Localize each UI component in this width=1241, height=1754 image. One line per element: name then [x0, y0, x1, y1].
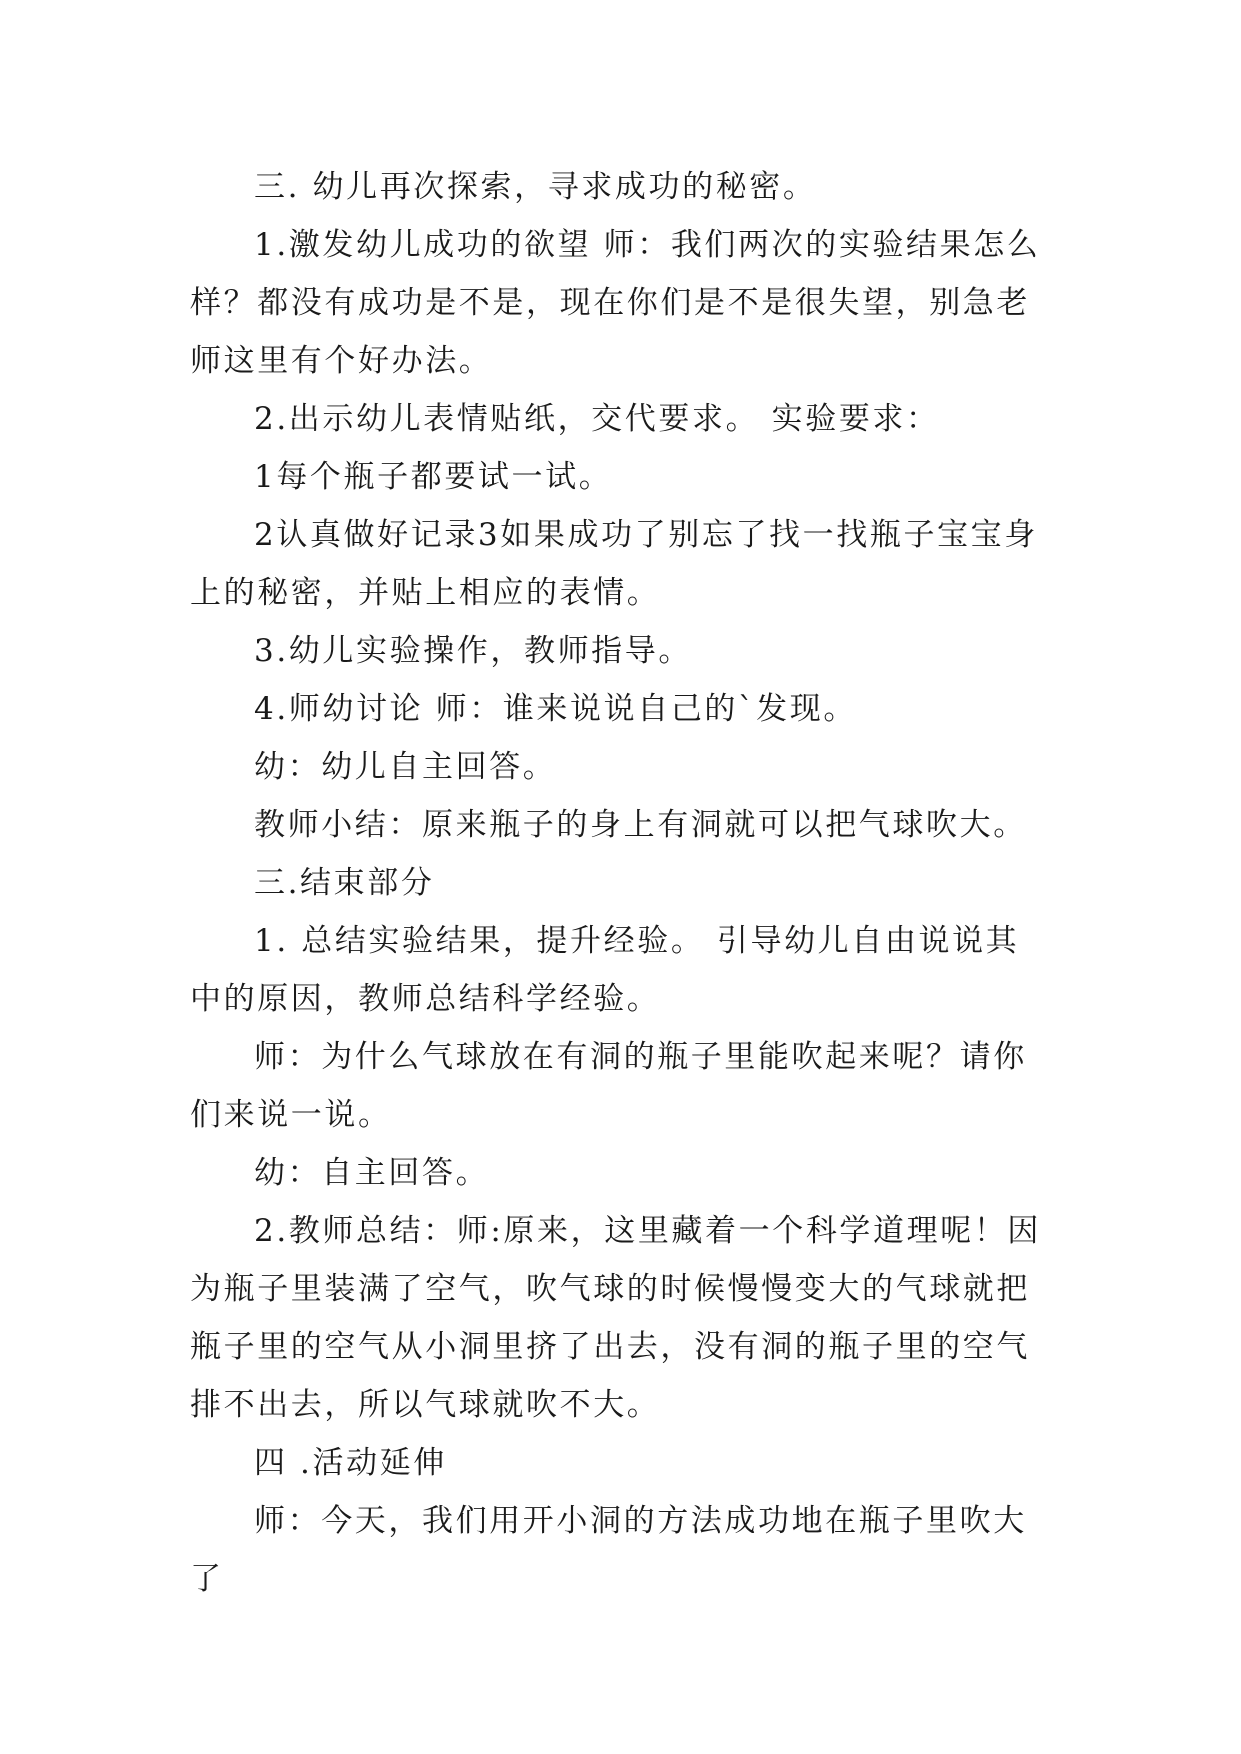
section-heading-explore-again: 三. 幼儿再次探索，寻求成功的秘密。	[254, 169, 817, 205]
paragraph-teacher-question: 师：为什么气球放在有洞的瓶子里能吹起来呢？请你们来说一说。	[190, 1039, 1027, 1133]
paragraph-child-answer: 幼：幼儿自主回答。	[254, 749, 557, 785]
paragraph-step-1-motivate: 1.激发幼儿成功的欲望 师：我们两次的实验结果怎么样？都没有成功是不是，现在你们是不是很失望，别急老师这里有个好办法。	[190, 227, 1041, 379]
section-heading-extension: 四 .活动延伸	[254, 1445, 447, 1481]
paragraph-ending-step-1: 1. 总结实验结果，提升经验。 引导幼儿自由说说其中的原因，教师总结科学经验。	[190, 923, 1020, 1017]
paragraph-teacher-summary: 教师小结：原来瓶子的身上有洞就可以把气球吹大。	[254, 807, 1027, 843]
paragraph-child-self-answer: 幼：自主回答。	[254, 1155, 490, 1191]
paragraph-step-2-stickers: 2.出示幼儿表情贴纸，交代要求。 实验要求：	[254, 401, 940, 437]
document-body	[190, 158, 1050, 1608]
paragraph-step-4-discuss: 4.师幼讨论 师：谁来说说自己的`发现。	[254, 691, 857, 727]
paragraph-step-3-operate: 3.幼儿实验操作，教师指导。	[254, 633, 692, 669]
paragraph-ending-step-2: 2.教师总结：师:原来，这里藏着一个科学道理呢！因为瓶子里装满了空气，吹气球的时候慢慢变大的气球就把瓶子里的空气从小洞里挤了出去，没有洞的瓶子里的空气排不出去，所以气球就吹不大。	[190, 1213, 1042, 1423]
paragraph-requirement-2-3: 2认真做好记录3如果成功了别忘了找一找瓶子宝宝身上的秘密，并贴上相应的表情。	[190, 517, 1038, 611]
paragraph-requirement-1: 1每个瓶子都要试一试。	[254, 459, 613, 495]
section-heading-ending: 三.结束部分	[254, 865, 435, 901]
paragraph-extension-text: 师：今天，我们用开小洞的方法成功地在瓶子里吹大了	[190, 1503, 1027, 1597]
